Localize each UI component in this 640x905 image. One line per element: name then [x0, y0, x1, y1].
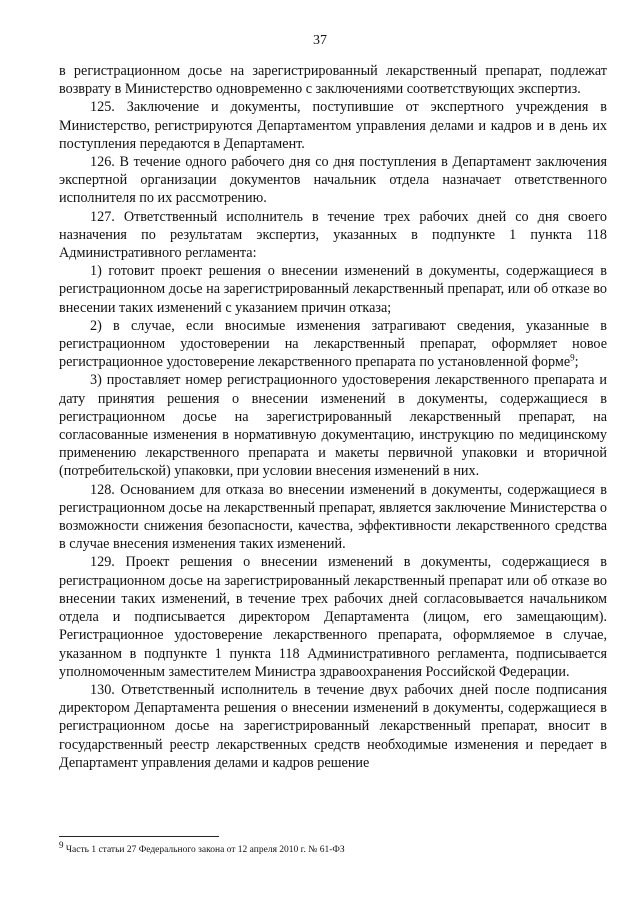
page-number: 37: [313, 33, 327, 48]
footnote-reference: 9: [570, 352, 575, 363]
footnote-divider: [59, 836, 219, 837]
paragraph-125: 125. Заключение и документы, поступившие от экспертного учреждения в Министерство, регистрируются Департаментом управления делами и кадров и в день их поступления передаются в Департамент.: [59, 99, 607, 152]
item-2-tail: ;: [574, 354, 579, 371]
paragraph-127-item-2: [59, 317, 607, 372]
paragraph-130: 130. Ответственный исполнитель в течение двух рабочих дней после подписания директором Департамента решения о внесении изменений в документы, содержащиеся в регистрационном досье на зарегистрированный лекарственный препарат, вносит в государственный реестр лекарственных средств необходимые изменения и передает в Департамент управления делами и кадров решение: [59, 681, 607, 771]
paragraph-127: 127. Ответственный исполнитель в течение трех рабочих дней со дня своего назначения по результатам экспертиз, указанных в подпункте 1 пункта 118 Административного регламента:: [59, 208, 607, 262]
paragraph-127-item-1: 1) готовит проект решения о внесении изменений в документы, содержащиеся в регистрационном досье на зарегистрированный лекарственный препарат, или об отказе во внесении таких изменений с указанием причин отказа;: [59, 263, 607, 316]
paragraph-126: 126. В течение одного рабочего дня со дня поступления в Департамент заключения экспертной организации документов начальник отдела назначает ответственного исполнителя по их рассмотрению.: [59, 154, 607, 207]
footnote-mark: 9: [59, 839, 64, 850]
paragraph-129: 129. Проект решения о внесении изменений в документы, содержащиеся в регистрационном досье на зарегистрированный лекарственный препарат или об отказе во внесении таких изменений, в течение трех рабочих дней согласовывается начальником отдела и подписывается директором Департамента (лицом, его замещающим). Регистрационное удостоверение лекарственного препарата, оформляемое в случае, указанном в подпункте 1 пункта 118 Административного регламента, подписывается уполномоченным заместителем Министра здравоохранения Российской Федерации.: [59, 554, 607, 680]
paragraph-127-item-3: 3) проставляет номер регистрационного удостоверения лекарственного препарата и дату принятия решения о внесении изменений в документы, содержащиеся в регистрационном досье на зарегистрированный лекарственный препарат, на согласованные изменения в нормативную документацию, инструкцию по медицинскому применению лекарственного препарата и макеты первичной упаковки и вторичной (потребительской) упаковки, при условии внесения изменений в них.: [59, 372, 607, 480]
paragraph-continuation: в регистрационном досье на зарегистрированный лекарственный препарат, подлежат возврату в Министерство одновременно с заключениями соответствующих экспертиз.: [59, 63, 607, 98]
footnote: [59, 839, 607, 856]
paragraph-128: 128. Основанием для отказа во внесении изменений в документы, содержащиеся в регистрационном досье на лекарственный препарат, является заключение Министерства о возможности снижения безопасности, качества, эффективности лекарственного средства в случае внесения изменения таких изменений.: [59, 481, 607, 553]
document-body: [59, 62, 607, 772]
footnote-text: Часть 1 статьи 27 Федерального закона от 12 апреля 2010 г. № 61-ФЗ: [63, 845, 345, 855]
item-2-text: 2) в случае, если вносимые изменения затрагивают сведения, указанные в регистрационном удостоверении на лекарственный препарат, оформляет новое регистрационное удостоверение лекарственного препарата по установленной форме: [59, 317, 607, 371]
